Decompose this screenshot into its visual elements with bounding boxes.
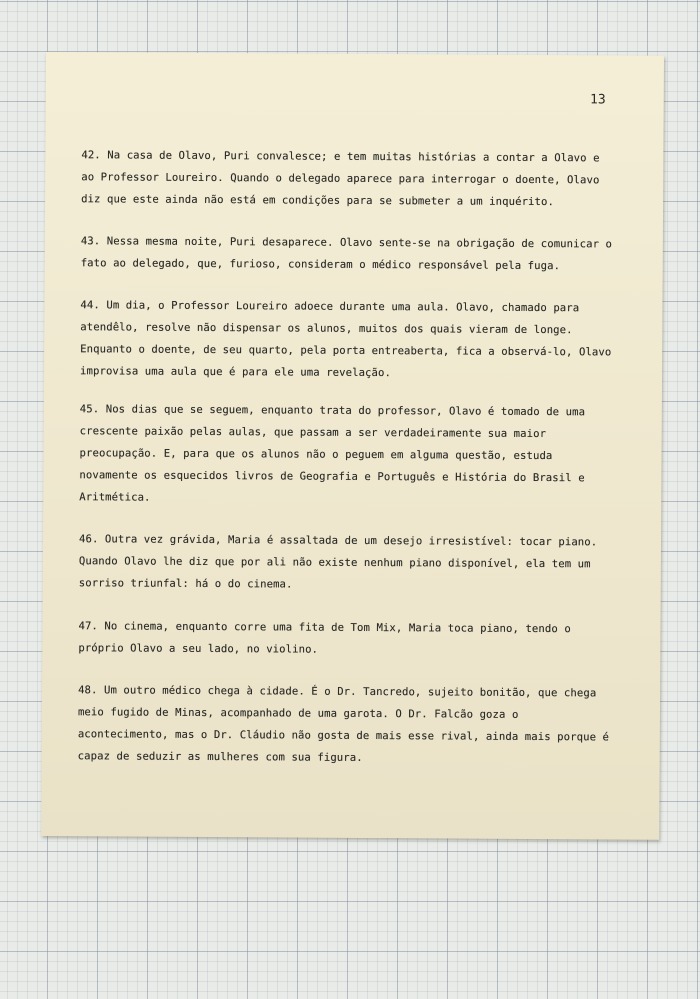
page-number: 13 (590, 92, 606, 108)
paragraph-43: 43. Nessa mesma noite, Puri desaparece. Olavo sente-se na obrigação de comunicar o fato ao delegado, que, furioso, consideram o médico responsável pela fuga. (80, 235, 613, 273)
paragraph-47: 47. No cinema, enquanto corre uma fita de Tom Mix, Maria toca piano, tendo o próprio Olavo a seu lado, no violino. (78, 620, 571, 656)
typewritten-page (41, 52, 664, 840)
paragraph-48: 48. Um outro médico chega à cidade. É o Dr. Tancredo, sujeito bonitão, que chega meio fugido de Minas, acompanhado de uma garota. O Dr. Falcão goza o acontecimento, mas o Dr. Cláudio não gosta de mais esse rival, ainda mais porque é capaz de seduzir as mulheres com sua figura. (77, 684, 610, 764)
page-body (78, 144, 618, 770)
paragraph-46: 46. Outra vez grávida, Maria é assaltada de um desejo irresistível: tocar piano. Quando Olavo lhe diz que por ali não existe nenhum piano disponível, ela tem um sorriso triunfal: há o do cinema. (78, 533, 598, 591)
paragraph-44: 44. Um dia, o Professor Loureiro adoece durante uma aula. Olavo, chamado para atendêlo, resolve não dispensar os alunos, muitos dos quais vieram de longe. Enquanto o doente, de seu quarto, pela porta entreaberta, fica a observá-lo, Olavo improvisa uma aula que é para ele uma revelação. (80, 299, 612, 380)
paragraph-42: 42. Na casa de Olavo, Puri convalesce; e tem muitas histórias a contar a Olavo e ao Professor Loureiro. Quando o delegado aparece para interrogar o doente, Olavo diz que este ainda não está em condições para se submeter a um inquérito. (81, 149, 600, 209)
paragraph-45: 45. Nos dias que se seguem, enquanto trata do professor, Olavo é tomado de uma crescente paixão pelas aulas, que passam a ser verdadeiramente sua maior preocupação. E, para que os alunos não o peguem em alguma questão, estuda novamente os esquecidos livros de Geografia e Português e História do Brasil e Aritmética. (79, 403, 586, 504)
